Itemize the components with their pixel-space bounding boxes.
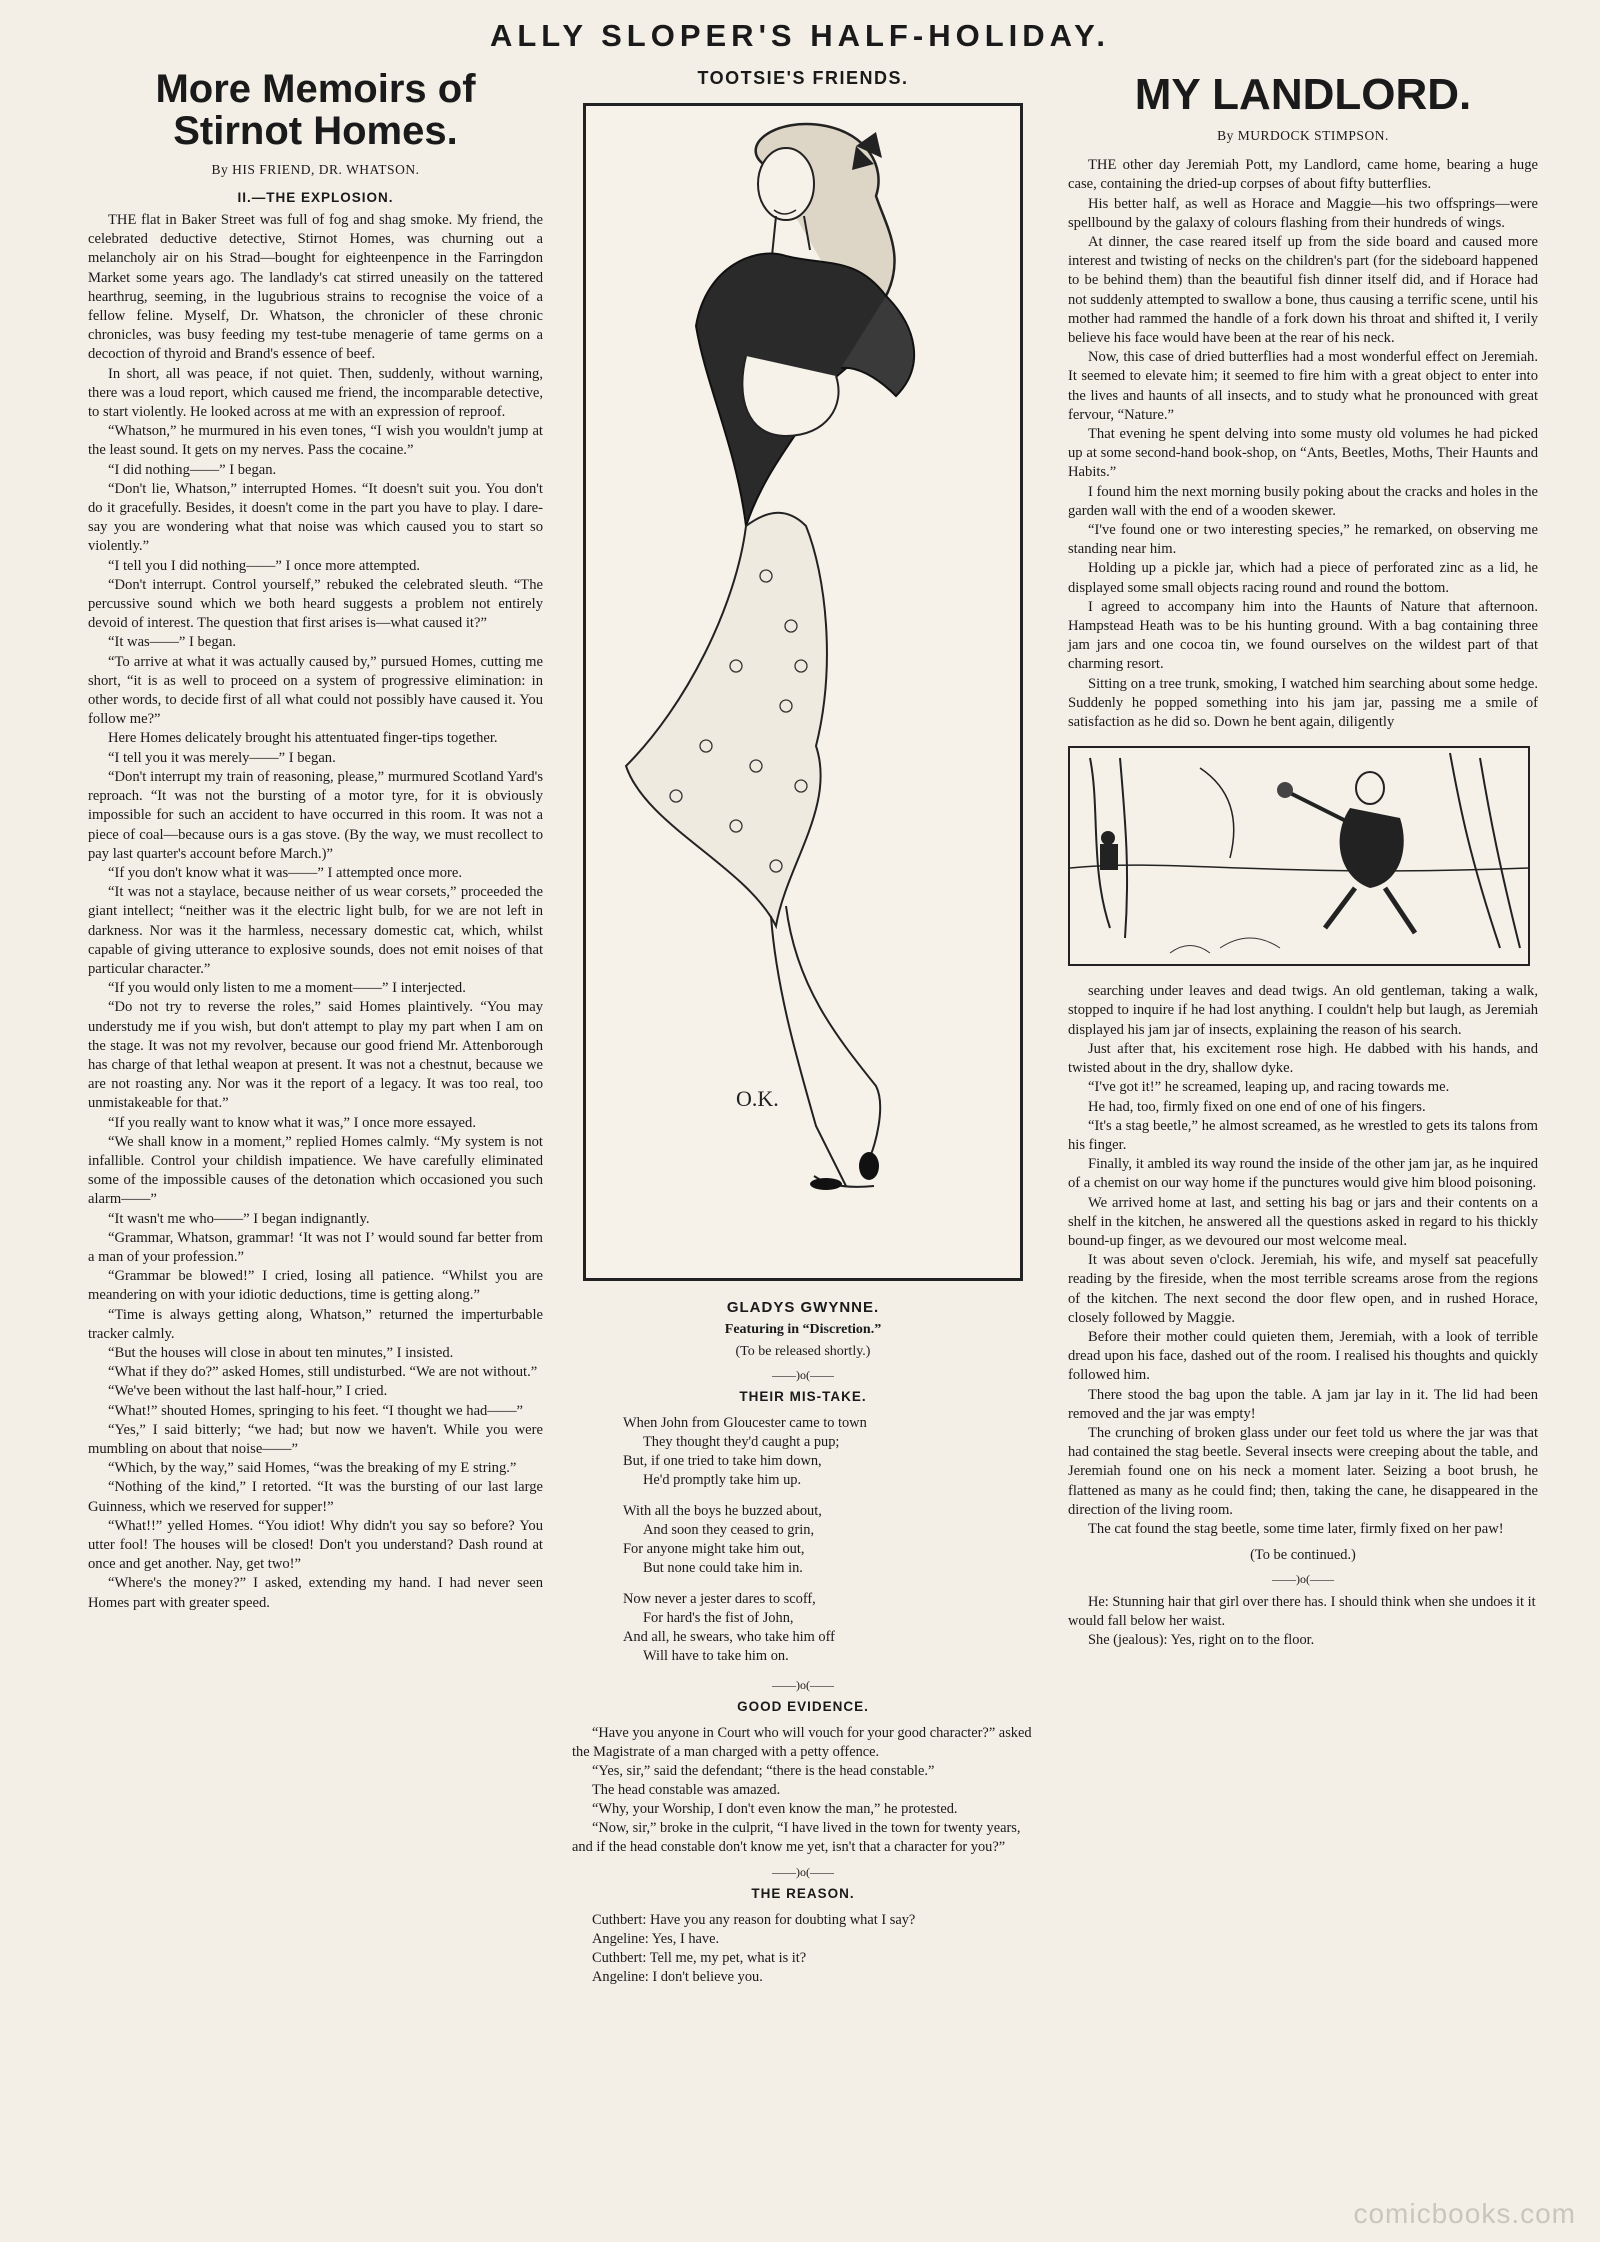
divider: ——)o(—— xyxy=(772,1368,834,1382)
poem-line: Will have to take him on. xyxy=(643,1648,789,1664)
paragraph: In short, all was peace, if not quiet. Then, suddenly, without warning, there was a loud report, which caused me friend, the incomparable detective, to start violently. He looked across at me with an expression of reproof. xyxy=(88,365,543,421)
dialog-line: “Why, your Worship, I don't even know the man,” he protested. xyxy=(592,1801,958,1817)
paragraph: “We've been without the last half-hour,” I cried. xyxy=(108,1383,388,1400)
poem-line: They thought they'd caught a pup; xyxy=(643,1434,840,1450)
watermark: comicbooks.com xyxy=(1353,2198,1576,2229)
paragraph: “Time is always getting along, Whatson,” returned the imperturbable tracker calmly. xyxy=(88,1306,543,1342)
paragraph: searching under leaves and dead twigs. An old gentleman, taking a walk, stopped to inquire if he had lost anything. I couldn't help but laugh, as Jeremiah displayed his jam jar of insects, explaining the reason of his search. xyxy=(1068,983,1538,1038)
paragraph: “Don't interrupt. Control yourself,” rebuked the celebrated sleuth. “The percussive sound which we both heard suggests a problem not entirely devoid of interest. The question that first arises is—what caused it?” xyxy=(88,576,543,632)
paragraph: I agreed to accompany him into the Haunts of Nature that afternoon. Hampstead Heath was to be his hunting ground. With a bag containing three jam jars and one cocoa tin, we found ourselves on the wildest part of that charming resort. xyxy=(1068,598,1538,673)
caption-name: GLADYS GWYNNE. xyxy=(726,1299,880,1316)
paragraph: That evening he spent delving into some musty old volumes he had picked up at some second-hand book-shop, on “Ants, Beetles, Moths, Their Haunts and Habits.” xyxy=(1068,426,1538,481)
paragraph: “Grammar, Whatson, grammar! ‘It was not I’ would sound far better from a man of your profession.” xyxy=(88,1229,543,1265)
byline: By MURDOCK STIMPSON. xyxy=(1217,128,1389,144)
beetle-chase-illustration xyxy=(1070,748,1528,964)
article-body-part-1 xyxy=(1068,156,1538,732)
dialog-line: The head constable was amazed. xyxy=(592,1782,781,1798)
dancing-woman-illustration xyxy=(586,106,1020,1278)
article-body xyxy=(88,211,543,1613)
joke-line: He: Stunning hair that girl over there has. I should think when she undoes it it would fall below her waist. xyxy=(1068,1594,1536,1630)
poem-stanza xyxy=(623,1502,983,1578)
column-my-landlord xyxy=(1068,62,1538,1650)
paragraph: “If you really want to know what it was,” I once more essayed. xyxy=(108,1114,476,1131)
poem-title: THEIR MIS-TAKE. xyxy=(739,1389,867,1404)
seated-man xyxy=(1100,831,1118,870)
artist-signature: O.K. xyxy=(736,1086,779,1111)
paragraph: “If you don't know what it was——” I attempted once more. xyxy=(108,864,462,881)
divider: ——)o(—— xyxy=(772,1678,834,1692)
paragraph: Just after that, his excitement rose high. He dabbed with his hands, and twisted about in the dry, shallow dyke. xyxy=(1068,1040,1538,1077)
paragraph: We arrived home at last, and setting his bag or jars and their contents on a shelf in the kitchen, he answered all the questions asked in regard to his thickly bound-up finger, as we devoured our most welcome meal. xyxy=(1068,1194,1538,1249)
dialog-line: Cuthbert: Have you any reason for doubting what I say? xyxy=(592,1912,916,1928)
paragraph: “If you would only listen to me a moment——” I interjected. xyxy=(108,980,466,997)
paragraph: “I've got it!” he screamed, leaping up, and racing towards me. xyxy=(1088,1079,1450,1096)
poem xyxy=(623,1414,983,1666)
poem-line: He'd promptly take him up. xyxy=(643,1472,802,1488)
poem-line: But none could take him in. xyxy=(643,1560,803,1576)
paragraph: “I did nothing——” I began. xyxy=(108,461,277,478)
paragraph: “Don't lie, Whatson,” interrupted Homes. “It doesn't suit you. You don't do it gracefully. Besides, it doesn't come in the part you have to play. I dare-say you are wondering what that noise was which caused you to start so violently.” xyxy=(88,480,543,555)
paragraph: “What!” shouted Homes, springing to his feet. “I thought we had——” xyxy=(108,1402,524,1419)
section-heading: II.—THE EXPLOSION. xyxy=(237,190,394,205)
poem-line: And all, he swears, who take him off xyxy=(623,1629,835,1645)
paragraph: Here Homes delicately brought his attentuated finger-tips together. xyxy=(108,730,498,747)
paragraph: Finally, it ambled its way round the inside of the other jam jar, as he inquired of a chemist on our way home if the punctures would give him blood poisoning. xyxy=(1068,1156,1538,1192)
running-landlord xyxy=(1277,772,1415,933)
paragraph: “What!!” yelled Homes. “You idiot! Why didn't you say so before? You utter fool! The houses will be closed! Don't you understand? Dash round at once and get another. Nay, get two!” xyxy=(88,1517,543,1573)
paragraph: “Grammar be blowed!” I cried, losing all patience. “Whilst you are meandering on with your idiotic deductions, time is getting along.” xyxy=(88,1268,543,1304)
poem-line: Now never a jester dares to scoff, xyxy=(623,1591,816,1607)
evidence-title: GOOD EVIDENCE. xyxy=(737,1699,869,1714)
paragraph: “It was——” I began. xyxy=(108,634,237,651)
byline: By HIS FRIEND, DR. WHATSON. xyxy=(211,162,420,177)
dialog-line: Cuthbert: Tell me, my pet, what is it? xyxy=(592,1950,807,1966)
paragraph: “It wasn't me who——” I began indignantly. xyxy=(108,1210,370,1227)
paragraph: It was about seven o'clock. Jeremiah, his wife, and myself sat peacefully reading by the fireside, when the most terrible screams arose from the regions of the kitchen. The next second the door flew open, and in rushed Horace, closely followed by Maggie. xyxy=(1068,1252,1538,1326)
paragraph: The crunching of broken glass under our feet told us where the jar was that had contained the stag beetle. Several insects were creeping about the table, and Jeremiah found one on his neck a moment later. Seizing a boot brush, he flattened as many as he could find; then, taking the cane, he disappeared in the direction of the living room. xyxy=(1068,1424,1538,1518)
paragraph: “Yes,” I said bitterly; “we had; but now we haven't. While you were mumbling on about that noise——” xyxy=(88,1421,543,1457)
paragraph: Now, this case of dried butterflies had a most wonderful effect on Jeremiah. It seemed to elevate him; it seemed to fire him with a great object to enter into the lives and haunts of all insects, and to study what he pronounced with great fervour, “Nature.” xyxy=(1068,349,1538,423)
column-center xyxy=(572,62,1034,1987)
reason-text xyxy=(572,1911,1034,1987)
paragraph: “It was not a staylace, because neither of us wear corsets,” proceeded the giant intellect; “neither was it the electric light bulb, for we are not left in darkness. Nor was it the harmless, necessary domestic cat, which, whilst capable of giving utterance to explosive sounds, does not emit noises of that particular character.” xyxy=(88,884,543,977)
paragraph: “To arrive at what it was actually caused by,” pursued Homes, cutting me short, “it is as well to proceed on a system of progressive elimination: in other words, to decide first of all what could not possibly have caused it. You follow me?” xyxy=(88,653,543,728)
paragraph: There stood the bag upon the table. A jam jar lay in it. The lid had been removed and the jar was empty! xyxy=(1068,1386,1538,1422)
divider: ——)o(—— xyxy=(772,1865,834,1879)
article-title xyxy=(88,68,543,152)
dialog-line: “Have you anyone in Court who will vouch for your good character?” asked the Magistrate of a man charged with a petty offence. xyxy=(572,1725,1032,1760)
paragraph: “I've found one or two interesting species,” he remarked, on observing me standing near him. xyxy=(1068,522,1538,558)
article-body-part-2 xyxy=(1068,982,1538,1539)
poem-stanza xyxy=(623,1414,983,1490)
paragraph: “Nothing of the kind,” I retorted. “It was the bursting of our last large Guinness, which we reserved for supper!” xyxy=(88,1479,543,1515)
poem-line: With all the boys he buzzed about, xyxy=(623,1503,822,1519)
paragraph: “Which, by the way,” said Homes, “was the breaking of my E string.” xyxy=(108,1460,517,1477)
paragraph: “I tell you I did nothing——” I once more attempted. xyxy=(108,557,421,574)
paragraph: THE other day Jeremiah Pott, my Landlord, came home, bearing a huge case, containing the dried-up corpses of about fifty butterflies. xyxy=(1068,157,1538,193)
continued-note: (To be continued.) xyxy=(1250,1547,1356,1564)
dialog-line: “Yes, sir,” said the defendant; “there is the head constable.” xyxy=(592,1763,935,1779)
poem-line: For hard's the fist of John, xyxy=(643,1610,794,1626)
evidence-text xyxy=(572,1724,1034,1857)
title-line-1: More Memoirs of xyxy=(155,67,476,111)
caption-feature: Featuring in “Discretion.” xyxy=(724,1322,882,1337)
joke-line: She (jealous): Yes, right on to the floor. xyxy=(1088,1632,1315,1649)
reason-title: THE REASON. xyxy=(751,1886,855,1901)
feature-title: TOOTSIE'S FRIENDS. xyxy=(697,68,909,88)
caption-release: (To be released shortly.) xyxy=(735,1344,871,1359)
joke-text xyxy=(1068,1593,1538,1650)
dialog-line: Angeline: Yes, I have. xyxy=(592,1931,720,1947)
paragraph: “What if they do?” asked Homes, still undisturbed. “We are not without.” xyxy=(108,1364,538,1381)
paragraph: “Do not try to reverse the roles,” said Homes plaintively. “You may understudy me if you wish, but don't attempt to play my part when I am on the stage. It was not my revolver, because our good friend Mr. Attenborough has charge of that lethal weapon at present. It was not a chestnut, because we are not roasting any. Nor was it the report of a legacy. It was too real, too unmistakeable for that.” xyxy=(88,999,543,1112)
dialog-line: “Now, sir,” broke in the culprit, “I have lived in the town for twenty years, and if the head constable don't know me yet, isn't that a character for you?” xyxy=(572,1820,1021,1855)
heath-illustration xyxy=(1068,746,1530,966)
masthead: ALLY SLOPER'S HALF-HOLIDAY. xyxy=(489,18,1111,53)
title-line-2: Stirnot Homes. xyxy=(173,109,458,153)
divider: ——)o(—— xyxy=(1272,1572,1334,1587)
article-title: MY LANDLORD. xyxy=(1134,70,1472,119)
paragraph: “I tell you it was merely——” I began. xyxy=(108,749,336,766)
paragraph: “We shall know in a moment,” replied Homes calmly. “My system is not infallible. Control your childish impatience. We have carefully eliminated some of the impossible causes of the detonation which occasioned you such alarm——” xyxy=(88,1133,543,1208)
paragraph: “Where's the money?” I asked, extending my hand. I had never seen Homes part with greater speed. xyxy=(88,1575,543,1611)
paragraph: “It's a stag beetle,” he almost screamed, as he wrestled to gets its talons from his finger. xyxy=(1068,1117,1538,1153)
poem-line: When John from Gloucester came to town xyxy=(623,1415,867,1431)
paragraph: Before their mother could quieten them, Jeremiah, with a look of terrible dread upon his face, dashed out of the room. I realised his thoughts and quickly followed him. xyxy=(1068,1328,1538,1384)
dialog-line: Angeline: I don't believe you. xyxy=(592,1969,763,1985)
column-stirnot-homes xyxy=(88,62,543,1613)
paragraph: Holding up a pickle jar, which had a piece of perforated zinc as a lid, he displayed some small objects racing round and round the bottom. xyxy=(1068,560,1538,596)
paragraph: He had, too, firmly fixed on one end of one of his fingers. xyxy=(1088,1098,1426,1115)
illustration-frame xyxy=(583,103,1023,1281)
paragraph: THE flat in Baker Street was full of fog and shag smoke. My friend, the celebrated deductive detective, Stirnot Homes, was churning out a melancholy air on his Strad—bought for eighteenpence in the Farringdon Market some years ago. The landlady's cat stirred uneasily on the tattered hearthrug, seeming, in the lugubrious strains to recognise the voice of a fellow feline. Myself, Dr. Whatson, the chronicler of these chronic chronicles, was busy feeding my test-tube menagerie of tame germs on a decoction of thyroid and Brand's essence of beef. xyxy=(88,212,543,363)
paragraph: The cat found the stag beetle, some time later, firmly fixed on her paw! xyxy=(1088,1520,1504,1537)
poem-line: And soon they ceased to grin, xyxy=(643,1522,815,1538)
poem-line: For anyone might take him out, xyxy=(623,1541,805,1557)
poem-line: But, if one tried to take him down, xyxy=(623,1453,822,1469)
paragraph: Sitting on a tree trunk, smoking, I watched him searching about some hedge. Suddenly he popped something into his jam jar, passing me a smile of satisfaction as he did so. Down he bent again, diligently xyxy=(1068,675,1538,731)
poem-stanza xyxy=(623,1590,983,1666)
paragraph: “Don't interrupt my train of reasoning, please,” murmured Scotland Yard's reproach. “It was not the bursting of a motor tyre, for it is obviously impossible for such an accident to have occurred in this room. It was not a piece of coal—because ours is a gas stove. (By the way, we must recollect to pay last quarter's account before March.)” xyxy=(88,768,543,862)
paragraph: At dinner, the case reared itself up from the side board and caused more interest and twisting of necks on the children's part (for the sideboard happened to be behind them) than the beautiful fish dinner itself did, and if Horace had not suddenly attempted to swallow a bone, thus causing a terrific scene, until his mother had rammed the handle of a fork down his throat and shifted it, I verily believe his face would have been at the rear of his neck. xyxy=(1068,234,1538,347)
paragraph: “Whatson,” he murmured in his even tones, “I wish you wouldn't jump at the least sound. It gets on my nerves. Pass the cocaine.” xyxy=(88,423,543,459)
paragraph: “But the houses will close in about ten minutes,” I insisted. xyxy=(108,1344,454,1361)
paragraph: I found him the next morning busily poking about the cracks and holes in the garden wall with the end of a wooden skewer. xyxy=(1068,483,1538,519)
paragraph: His better half, as well as Horace and Maggie—his two offsprings—were spellbound by the galaxy of colours flashing from their hundreds of wings. xyxy=(1068,195,1538,231)
